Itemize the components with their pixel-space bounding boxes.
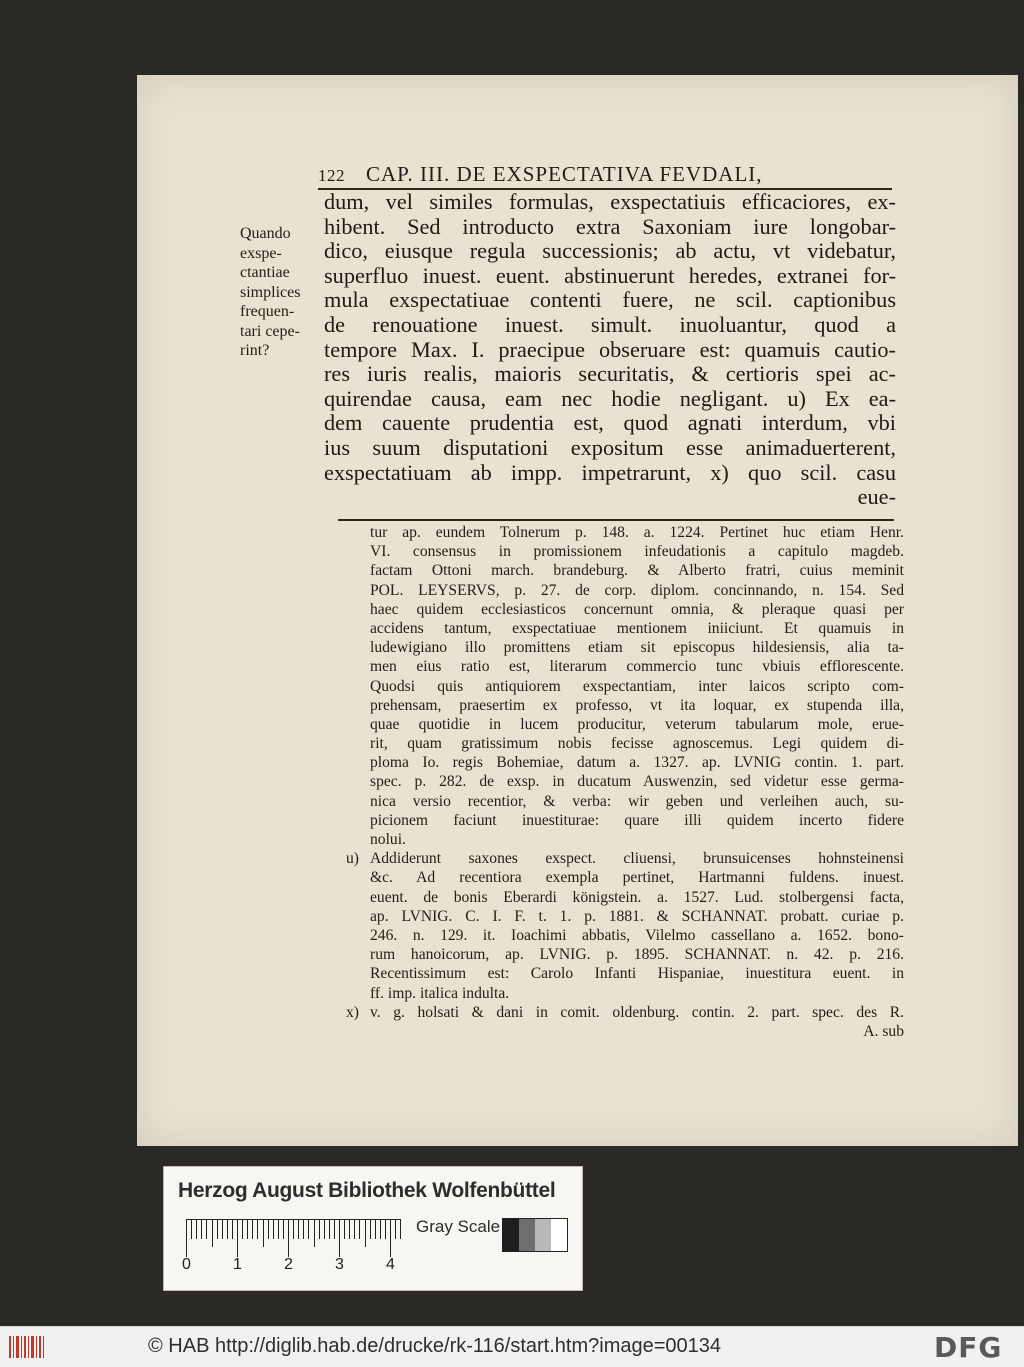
footnote-line: quae quotidie in lucem producitur, veterum tabularum mole, erue-	[370, 715, 904, 733]
footnote-line: VI. consensus in promissionem infeudationis a capitulo magdeb.	[370, 543, 904, 561]
ruler-tick	[268, 1219, 269, 1239]
running-title: CAP. III. DE EXSPECTATIVA FEVDALI,	[366, 162, 763, 186]
ruler-numbers	[182, 1256, 412, 1278]
ruler-tick	[344, 1219, 345, 1239]
gray-swatch	[551, 1219, 567, 1251]
ruler-tick	[212, 1219, 213, 1247]
margin-note-line: frequen-	[240, 303, 295, 320]
body-line: hibent. Sed introducto extra Saxoniam iure longobar-	[324, 214, 896, 239]
gray-scale-label: Gray Scale	[416, 1217, 501, 1236]
footnote-line: POL. LEYSERVS, p. 27. de corp. diplom. concinnando, n. 154. Sed	[370, 581, 904, 599]
hab-barcode-logo-icon	[8, 1333, 46, 1361]
footnote-line: spec. p. 282. de exsp. in ducatum Auswenzin, sed videtur esse germa-	[370, 773, 904, 791]
body-line: tempore Max. I. praecipue obseruare est: quamuis cautio-	[324, 337, 896, 362]
ruler-tick	[370, 1219, 371, 1239]
footnote-line: ploma Io. regis Bohemiae, datum a. 1327. ap. LVNIG contin. 1. part.	[370, 754, 904, 772]
margin-note-line: Quando	[240, 225, 291, 242]
ruler-tick	[201, 1219, 202, 1239]
ruler-tick	[395, 1219, 396, 1239]
body-line: eue-	[857, 485, 896, 510]
footnote-u-text: ap. LVNIG. C. I. F. t. 1. p. 1881. & SCHANNAT. probatt. curiae p.	[370, 907, 904, 925]
ruler-tick	[293, 1219, 294, 1239]
footnote-u-line	[346, 868, 904, 887]
ruler-tick	[334, 1219, 335, 1239]
footnote-line: picionem faciunt inuestiturae: quare illi quidem incerto fidere	[370, 811, 904, 829]
footnote-u-text: &c. Ad recentiora exempla pertinet, Hartmanni fuldens. inuest.	[370, 869, 904, 887]
ruler-tick	[385, 1219, 386, 1239]
ruler-tick	[242, 1219, 243, 1239]
catchword: A. sub	[863, 1022, 904, 1040]
gray-swatch	[503, 1219, 519, 1251]
ruler-number: 2	[284, 1256, 293, 1273]
ruler-tick	[375, 1219, 376, 1239]
footnote-line: men eius ratio est, literarum commercio tunc vbiuis efflorescente.	[370, 658, 904, 676]
footnote-marker: u)	[346, 850, 359, 868]
ruler-tick	[257, 1219, 258, 1239]
ruler-tick	[329, 1219, 330, 1239]
body-line: dico, eiusque regula successionis; ab actu, vt videbatur,	[324, 239, 896, 264]
footnote-u-line	[346, 945, 904, 964]
ruler-tick	[217, 1219, 218, 1239]
ruler-tick	[263, 1219, 264, 1247]
footnote-u-text: 246. n. 129. it. Ioachimi abbatis, Vilelmo cassellano a. 1652. bono-	[370, 926, 904, 944]
footnote-line: rit, quam gratissimum nobis fecisse agnoscemus. Legi quidem di-	[370, 735, 904, 753]
ruler-tick	[400, 1219, 401, 1239]
ruler-tick	[349, 1219, 350, 1239]
footnote-u-line	[346, 964, 904, 983]
footnote-line: nica versio recentior, & verba: wir geben und verleihen auch, su-	[370, 792, 904, 810]
ruler-tick	[390, 1219, 391, 1257]
ruler-tick	[247, 1219, 248, 1239]
body-text	[324, 190, 896, 510]
footnote-line: prehensam, praesertim ex professo, vt ita loquar, ex stupenda illa,	[370, 696, 904, 714]
ruler-number: 4	[386, 1256, 395, 1273]
margin-note	[240, 224, 322, 361]
ruler-tick	[186, 1219, 187, 1257]
footnote-u-line	[346, 888, 904, 907]
ruler-tick	[314, 1219, 315, 1247]
footnote-marker: x)	[346, 1003, 359, 1021]
library-label	[163, 1166, 583, 1291]
margin-note-line: rint?	[240, 342, 270, 359]
ruler-tick	[273, 1219, 274, 1239]
footnote-u-text: Recentissimum est: Carolo Infanti Hispaniae, inuestitura euent. in	[370, 965, 904, 983]
ruler-tick	[303, 1219, 304, 1239]
page-number: 122	[318, 166, 345, 185]
ruler-tick	[380, 1219, 381, 1239]
library-name: Herzog August Bibliothek Wolfenbüttel	[178, 1179, 556, 1202]
footnote-u-text: Addiderunt saxones exspect. cliuensi, brunsuicenses hohnsteinensi	[370, 850, 904, 868]
ruler-tick	[288, 1219, 289, 1257]
footnote-u-line	[346, 907, 904, 926]
footnote-line: accidens tantum, exspectatiuae mentionem iniiciunt. Et quamuis in	[370, 619, 904, 637]
body-line: mula exspectatiuae contenti fuere, ne scil. captionibus	[324, 288, 896, 313]
ruler-tick	[354, 1219, 355, 1239]
body-line: superfluo inuest. euent. abstinuerunt heredes, extranei for-	[324, 263, 896, 288]
ruler-tick	[196, 1219, 197, 1239]
ruler-tick	[252, 1219, 253, 1239]
footnote-line: Quodsi quis antiquiorem exspectantiam, inter laicos scripto com-	[370, 677, 904, 695]
body-line: de renouatione inuest. simult. inuoluantur, quod a	[324, 312, 896, 337]
gray-swatch	[519, 1219, 535, 1251]
ruler-tick	[237, 1219, 238, 1257]
footnote-line: ludewigiano illo promittens etiam sit episcopus hildesiensis, alia ta-	[370, 639, 904, 657]
dfg-logo: DFG	[934, 1331, 1003, 1364]
copyright-link[interactable]: © HAB http://diglib.hab.de/drucke/rk-116/start.htm?image=00134	[148, 1335, 722, 1357]
ruler-number: 3	[335, 1256, 344, 1273]
margin-note-line: exspe-	[240, 244, 282, 262]
margin-note-line: ctantiae	[240, 264, 290, 281]
ruler-tick	[324, 1219, 325, 1239]
footnote-x-line	[346, 1003, 904, 1022]
ruler-tick	[227, 1219, 228, 1239]
ruler-tick	[319, 1219, 320, 1239]
body-line: quirendae causa, eam nec hodie negligant. u) Ex ea-	[324, 386, 896, 411]
body-line: ius suum disputationi expositum esse animaduerterent,	[324, 435, 896, 460]
ruler-tick	[339, 1219, 340, 1257]
ruler-tick	[222, 1219, 223, 1239]
ruler-number: 1	[233, 1256, 242, 1273]
footnote-line: haec quidem ecclesiasticos concernunt omnia, & pleraque quasi per	[370, 600, 904, 618]
ruler-tick	[298, 1219, 299, 1239]
ruler-tick	[206, 1219, 207, 1239]
footnote-u-line	[346, 849, 904, 868]
ruler-tick	[308, 1219, 309, 1239]
viewer-footer	[0, 1326, 1024, 1367]
gray-scale-bar	[502, 1218, 568, 1252]
margin-note-line: tari cepe-	[240, 322, 300, 340]
footnote-u-line	[346, 926, 904, 945]
footnote-line: factam Ottoni march. brandeburg. & Alberto fratri, cuius meminit	[370, 562, 904, 580]
ruler-tick	[278, 1219, 279, 1239]
scale-ruler	[186, 1219, 400, 1259]
body-line: dum, vel similes formulas, exspectatiuis efficaciores, ex-	[324, 190, 896, 214]
ruler-number: 0	[182, 1256, 191, 1273]
body-line: dem cauente prudentia est, quod agnati interdum, vbi	[324, 411, 896, 436]
gray-swatch	[535, 1219, 551, 1251]
ruler-tick	[283, 1219, 284, 1239]
footnotes	[346, 523, 904, 1041]
ruler-tick	[191, 1219, 192, 1239]
body-line: exspectatiuam ab impp. impetrarunt, x) quo scil. casu	[324, 460, 896, 485]
footnote-line: nolui.	[370, 831, 406, 848]
footnote-line: tur ap. eundem Tolnerum p. 148. a. 1224. Pertinet huc etiam Henr.	[370, 524, 904, 541]
ruler-tick	[359, 1219, 360, 1239]
footnote-u-text: rum hanoicorum, ap. LVNIG. p. 1895. SCHANNAT. n. 42. p. 216.	[370, 946, 904, 964]
body-line: res iuris realis, maioris securitatis, & certioris spei ac-	[324, 362, 896, 387]
margin-note-line: simplices	[240, 283, 301, 301]
ruler-tick	[365, 1219, 366, 1247]
footnote-rule	[338, 519, 894, 521]
footnote-u-text: euent. de bonis Eberardi königstein. a. 1527. Lud. stolbergensi facta,	[370, 888, 904, 906]
footnote-u-text: ff. imp. italica indulta.	[370, 984, 510, 1002]
ruler-tick	[232, 1219, 233, 1239]
footnote-u-line	[346, 984, 904, 1003]
footnote-x-text: v. g. holsati & dani in comit. oldenburg. contin. 2. part. spec. des R.	[370, 1003, 904, 1021]
